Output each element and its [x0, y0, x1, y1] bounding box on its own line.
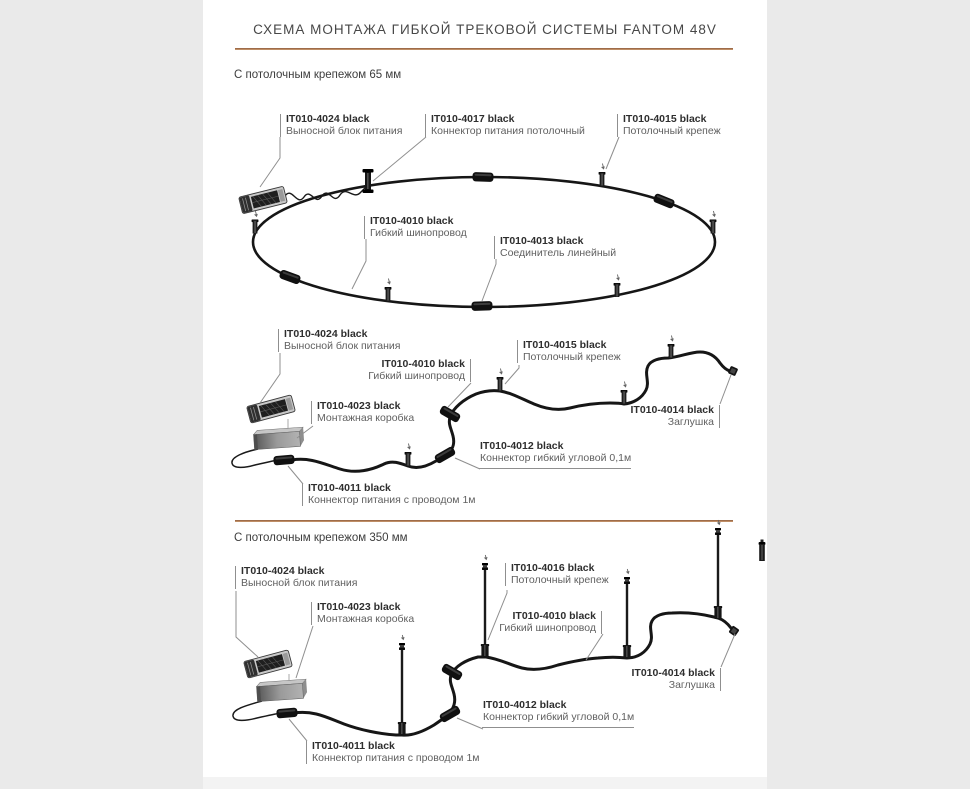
component-name: Потолочный крепеж [623, 124, 721, 137]
ceiling-mount-350-icon [714, 520, 722, 619]
ceiling-mount-350-icon [398, 635, 406, 735]
component-name: Коннектор питания с проводом 1м [308, 493, 476, 506]
component-label-power-connector-wire [302, 483, 476, 506]
component-label-flex-track [368, 359, 471, 382]
ceiling-mount-350-icon [481, 555, 489, 657]
section-header-65mm: С потолочным крепежом 65 мм [234, 69, 402, 81]
component-label-ceiling-power-connector [425, 114, 585, 137]
corner-connector-icon [439, 705, 462, 723]
ceiling-mount-65-icon [614, 275, 621, 298]
power-wire [233, 701, 281, 720]
component-code: IT010-4010 black [370, 215, 454, 227]
page-title: СХЕМА МОНТАЖА ГИБКОЙ ТРЕКОВОЙ СИСТЕМЫ FANTOM 48V [253, 22, 717, 37]
mounting-box-icon [256, 679, 307, 701]
linear-connector-icon [653, 193, 676, 209]
component-code: IT010-4010 black [381, 358, 465, 370]
component-name: Заглушка [668, 678, 715, 691]
ceiling-mount-65-icon [405, 444, 412, 467]
component-label-flex-corner-connector [482, 700, 634, 728]
power-connector-icon [276, 708, 298, 719]
component-name: Монтажная коробка [317, 411, 415, 424]
component-label-ceiling-mount-65 [617, 114, 721, 137]
end-cap-icon [728, 366, 739, 377]
component-label-end-cap [631, 405, 720, 428]
component-code: IT010-4014 black [630, 404, 714, 416]
component-label-linear-connector [494, 236, 616, 259]
component-label-end-cap [632, 668, 721, 691]
power-wire [232, 449, 278, 467]
component-code: IT010-4010 black [512, 610, 596, 622]
component-code: IT010-4014 black [631, 667, 715, 679]
power-connector-icon [273, 455, 295, 466]
ceiling-mount-65-icon [385, 279, 392, 302]
component-code: IT010-4015 black [623, 113, 707, 125]
component-label-power-supply [278, 329, 400, 352]
section-header-350mm: С потолочным крепежом 350 мм [234, 532, 408, 544]
component-label-mounting-box [311, 401, 414, 424]
component-code: IT010-4012 black [483, 699, 567, 711]
component-name: Коннектор питания потолочный [431, 124, 585, 137]
component-name: Заглушка [667, 415, 714, 428]
component-name: Коннектор питания с проводом 1м [312, 751, 480, 764]
component-name: Потолочный крепеж [523, 350, 621, 363]
power-supply-icon [244, 650, 293, 678]
component-code: IT010-4011 black [308, 482, 391, 494]
component-code: IT010-4011 black [312, 740, 395, 752]
component-name: Потолочный крепеж [511, 573, 609, 586]
component-name: Гибкий шинопровод [368, 369, 465, 382]
spare-pin-icon [759, 540, 766, 562]
component-label-flex-track [364, 216, 467, 239]
component-code: IT010-4023 black [317, 601, 401, 613]
ceiling-mount-65-icon [599, 164, 606, 187]
component-name: Коннектор гибкий угловой 0,1м [480, 451, 632, 464]
component-name: Выносной блок питания [286, 124, 403, 137]
power-supply-icon [247, 395, 296, 423]
component-name: Соединитель линейный [500, 246, 617, 259]
component-code: IT010-4012 black [480, 440, 564, 452]
component-code: IT010-4015 black [523, 339, 607, 351]
component-code: IT010-4024 black [284, 328, 368, 340]
component-label-power-connector-wire [306, 741, 480, 764]
mounting-box-icon [253, 427, 304, 449]
component-label-mounting-box [311, 602, 414, 625]
corner-connector-icon [434, 446, 457, 464]
component-name: Гибкий шинопровод [499, 621, 596, 634]
component-label-power-supply [235, 566, 357, 589]
linear-connector-icon [472, 172, 493, 182]
ceiling-mount-65-icon [668, 336, 675, 359]
component-name: Выносной блок питания [284, 339, 401, 352]
power-supply-icon [239, 186, 288, 214]
ceiling-mount-65-icon [497, 369, 504, 392]
component-label-flex-corner-connector [479, 441, 631, 469]
component-code: IT010-4023 black [317, 400, 401, 412]
diagram-ring-65mm [239, 164, 717, 311]
component-code: IT010-4013 black [500, 235, 584, 247]
component-label-flex-track [499, 611, 602, 634]
component-name: Коннектор гибкий угловой 0,1м [483, 710, 635, 723]
ceiling-mount-65-icon [252, 211, 259, 234]
component-label-ceiling-mount-65 [517, 340, 621, 363]
linear-connector-icon [279, 269, 302, 285]
component-code: IT010-4016 black [511, 562, 595, 574]
linear-connector-icon [471, 301, 492, 311]
component-code: IT010-4017 black [431, 113, 515, 125]
component-name: Гибкий шинопровод [370, 226, 467, 239]
ceiling-mount-65-icon [621, 382, 628, 405]
ceiling-mount-65-icon [710, 211, 717, 234]
component-code: IT010-4024 black [286, 113, 370, 125]
component-label-power-supply [280, 114, 402, 137]
component-code: IT010-4024 black [241, 565, 325, 577]
component-name: Выносной блок питания [241, 576, 358, 589]
ceiling-mount-350-icon [623, 569, 631, 658]
component-name: Монтажная коробка [317, 612, 415, 625]
component-label-ceiling-mount-350 [505, 563, 609, 586]
